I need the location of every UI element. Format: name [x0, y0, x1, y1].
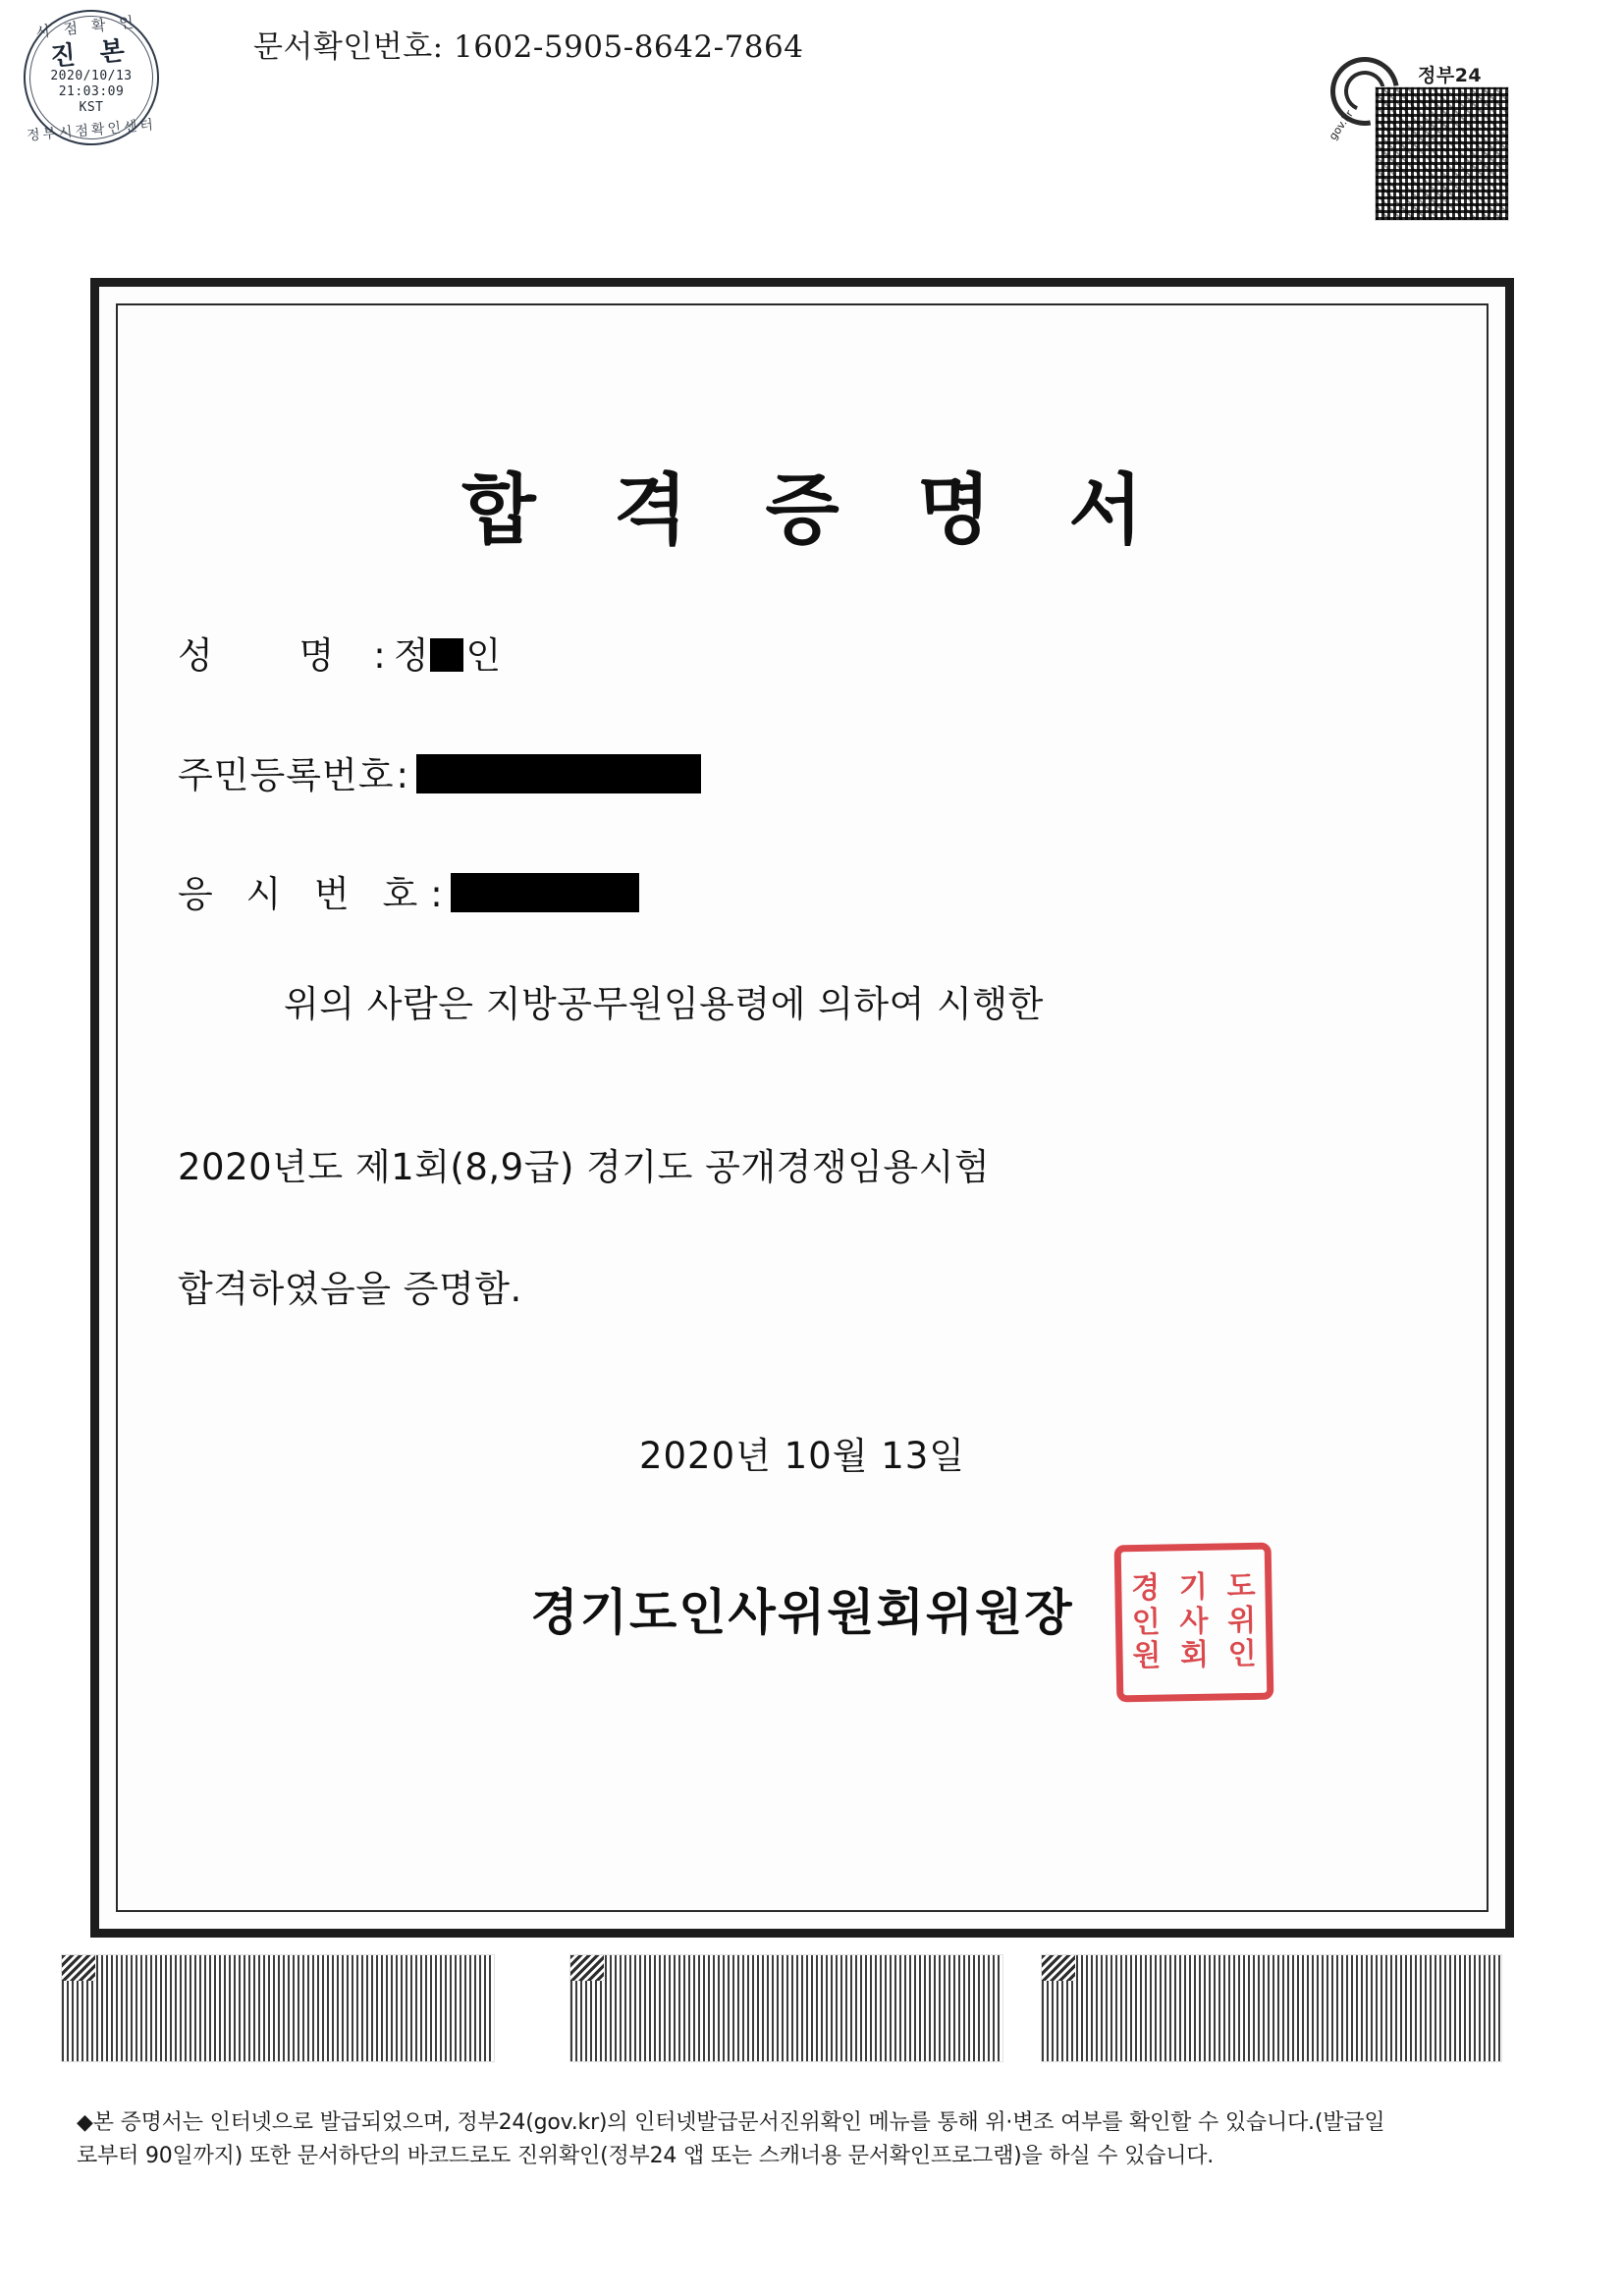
seal-arc-top-text: 시점확인 [34, 12, 148, 41]
body-line-3: 합격하였음을 증명함. [178, 1268, 522, 1310]
qr-code-icon [1375, 86, 1509, 221]
seal-char-8: 인 [1227, 1637, 1258, 1672]
document-verification-number: 문서확인번호: 1602-5905-8642-7864 [253, 29, 804, 65]
seal-char-1: 기 [1178, 1570, 1209, 1606]
barcode-corner-marker [1042, 1955, 1075, 1981]
footer-disclaimer [77, 2106, 1549, 2173]
barcode-1 [61, 1954, 495, 2062]
body-line-1: 위의 사람은 지방공무원임용령에 의하여 시행한 [284, 983, 1044, 1025]
barcode-2 [569, 1954, 1003, 2062]
timestamp-verification-seal [18, 4, 165, 151]
field-label-exam-number: 응 시 번 호 [178, 873, 429, 915]
field-row-name [178, 626, 501, 679]
field-label-resident-number: 주민등록번호 [178, 754, 395, 796]
field-colon-exam-number: : [430, 873, 443, 915]
seal-char-4: 사 [1179, 1604, 1209, 1640]
seal-char-2: 도 [1226, 1569, 1256, 1605]
seal-date: 2020/10/13 [50, 69, 133, 83]
field-value-name-suffix: 인 [465, 634, 502, 677]
certificate-title: 합 격 증 명 서 [461, 466, 1168, 555]
barcode-corner-marker [62, 1955, 95, 1981]
redaction-block-name [430, 638, 463, 672]
field-label-name: 성 명 [178, 634, 372, 677]
body-line-2: 2020년도 제1회(8,9급) 경기도 공개경쟁임용시험 [178, 1146, 991, 1188]
seal-char-5: 위 [1226, 1603, 1257, 1639]
gov24-brand-label: 정부24 [1418, 65, 1483, 86]
official-red-seal-icon [1114, 1543, 1274, 1703]
field-value-name-prefix: 정 [393, 634, 429, 677]
seal-char-0: 경 [1130, 1570, 1161, 1607]
redaction-block-exam-number [451, 873, 639, 912]
seal-char-7: 회 [1179, 1637, 1210, 1673]
barcode-3 [1041, 1954, 1502, 2062]
redaction-block-resident-number [416, 754, 701, 793]
issuer-title: 경기도인사위원회위원장 [530, 1584, 1074, 1641]
field-colon-name: : [373, 634, 386, 677]
issue-date: 2020년 10월 13일 [638, 1435, 966, 1477]
barcode-corner-marker [570, 1955, 604, 1981]
field-row-resident-number [178, 745, 701, 798]
seal-time: 21:03:09 [58, 84, 125, 99]
seal-char-3: 인 [1131, 1605, 1162, 1640]
seal-timezone: KST [79, 100, 104, 115]
footer-line-2: 로부터 90일까지) 또한 문서하단의 바코드로도 진위확인(정부24 앱 또는 스캐너용 문서확인프로그램)을 하실 수 있습니다. [77, 2144, 1215, 2169]
certificate-frame [90, 278, 1514, 1938]
gov-logo-text: gov.kr [1326, 107, 1356, 143]
field-colon-resident-number: : [396, 754, 408, 796]
footer-line-1: ◆본 증명서는 인터넷으로 발급되었으며, 정부24(gov.kr)의 인터넷발급문서진위확인 메뉴를 통해 위·변조 여부를 확인할 수 있습니다.(발급일 [77, 2110, 1385, 2135]
seal-main-word: 진 본 [49, 35, 135, 73]
seal-char-6: 원 [1132, 1638, 1162, 1674]
seal-arc-bottom-text: 정부시점확인센터 [26, 117, 157, 144]
field-row-exam-number [178, 864, 639, 917]
